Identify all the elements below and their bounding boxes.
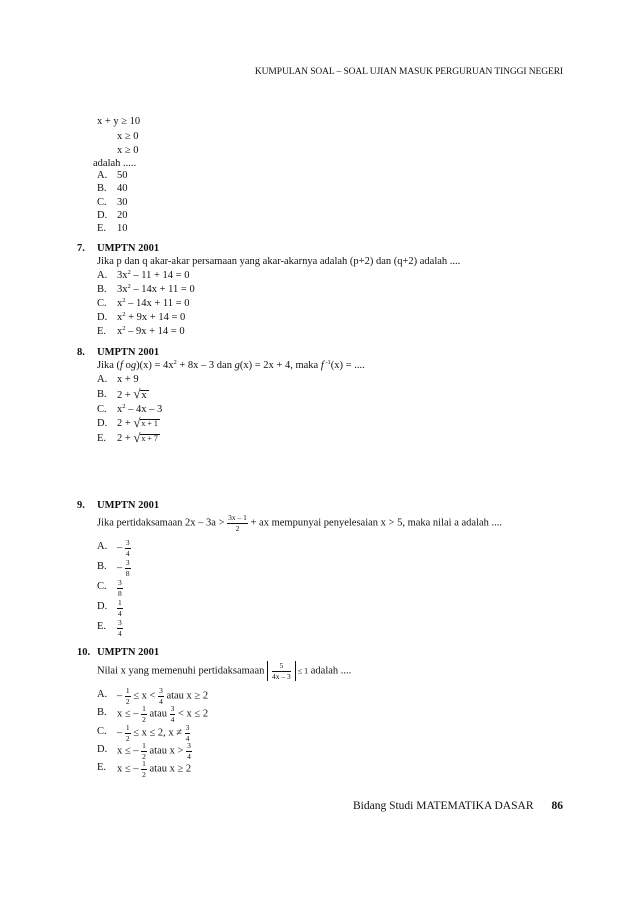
option-letter: B.: [97, 707, 107, 718]
option-text: 20: [117, 210, 128, 221]
fraction: $\frac{1}{2}$: [142, 759, 146, 779]
option-text: – $\frac{1}{2}$ ≤ x < $\frac{3}{4}$ atau x ≥ 2: [117, 686, 209, 706]
fraction: $\frac{5}{4x - 3}$: [272, 661, 291, 681]
question-stem: Nilai x yang memenuhi pertidaksamaan $\frac{5}{4x - 3}$ ≤ 1 adalah ....: [97, 661, 352, 681]
option-text: 2 + √ x + 7: [117, 430, 158, 445]
option-text: [117, 599, 123, 617]
option-letter: A.: [97, 541, 108, 552]
option-text: 30: [117, 197, 128, 208]
option-letter: D.: [97, 601, 108, 612]
fraction: $\frac{3}{4}$: [159, 686, 163, 706]
fraction: $\frac{3}{8}$: [118, 578, 122, 598]
option-text: $x^2 - 14x + 11 = 0$: [117, 297, 190, 309]
option-text: $x^2 + 9x + 14 = 0$: [117, 311, 186, 323]
fraction: $\frac{3}{4}$: [125, 538, 130, 558]
fraction: $\frac{3}{4}$: [185, 723, 190, 743]
option-text: $x^2 - 9x + 14 = 0$: [117, 325, 185, 337]
option-letter: E.: [97, 762, 107, 773]
question-number: 10.: [77, 647, 91, 658]
option-letter: D.: [97, 312, 108, 323]
fraction: $\frac{3}{4}$: [170, 704, 175, 724]
constraint-1: x + y ≥ 10: [97, 116, 141, 127]
option-text: 40: [117, 183, 128, 194]
question-title: UMPTN 2001: [97, 647, 160, 658]
absolute-value: [267, 661, 296, 681]
question-stem-tail: adalah .....: [93, 158, 137, 169]
option-letter: C.: [97, 581, 107, 592]
question-title: UMPTN 2001: [97, 347, 160, 358]
option-letter: A.: [97, 270, 108, 281]
option-text: 2 + √ x: [117, 386, 147, 401]
option-letter: B.: [97, 561, 107, 572]
fraction: $\frac{1}{4}$: [118, 598, 122, 618]
option-text: – $\frac{3}{4}$: [117, 538, 130, 558]
option-letter: A.: [97, 170, 108, 181]
square-root: √ x + 1: [133, 415, 158, 430]
square-root: √ x: [133, 386, 147, 401]
option-letter: B.: [97, 284, 107, 295]
fraction: $\frac{3x - 1}{2}$: [228, 513, 247, 533]
fraction: $\frac{1}{2}$: [125, 686, 130, 706]
fraction: $\frac{1}{2}$: [142, 741, 146, 761]
question-number: 7.: [77, 243, 85, 254]
option-text: x ≤ – $\frac{1}{2}$ atau $\frac{3}{4}$ < x ≤ 2: [117, 704, 209, 724]
option-text: 50: [117, 170, 128, 181]
option-letter: A.: [97, 374, 108, 385]
question-number: 8.: [77, 347, 85, 358]
option-letter: B.: [97, 183, 107, 194]
option-text: $3x^2 - 11 + 14 = 0$: [117, 269, 190, 281]
option-letter: E.: [97, 223, 107, 234]
option-letter: C.: [97, 404, 107, 415]
option-letter: E.: [97, 433, 107, 444]
question-stem: Jika p dan q akar-akar persamaan yang akar-akarnya adalah (p+2) dan (q+2) adalah ....: [97, 256, 461, 267]
fraction: $\frac{1}{2}$: [125, 723, 130, 743]
page-footer: [353, 801, 563, 813]
constraint-3: x ≥ 0: [117, 145, 139, 156]
option-text: x ≤ – $\frac{1}{2}$ atau x > $\frac{3}{4}$: [117, 741, 191, 761]
question-stem: Jika pertidaksamaan 2x – 3a > $\frac{3x - 1}{2}$ + ax mempunyai penyelesaian x > 5, maka nilai a adalah ....: [97, 513, 503, 533]
fraction: $\frac{1}{2}$: [142, 704, 146, 724]
page-number: 86: [551, 800, 563, 812]
option-text: x ≤ – $\frac{1}{2}$ atau x ≥ 2: [117, 759, 192, 779]
question-stem: Jika (f $og)(x) = 4x^2 + 8x - 3$ dan g(x) = 2x + 4, maka f $^{-1}$(x) = ....: [97, 359, 365, 371]
option-text: – $\frac{3}{8}$: [117, 558, 130, 578]
question-number: 9.: [77, 500, 85, 511]
option-letter: C.: [97, 298, 107, 309]
constraint-2: x ≥ 0: [117, 131, 139, 142]
option-text: [117, 619, 123, 637]
fraction: $\frac{3}{8}$: [125, 558, 130, 578]
option-text: $x^2 - 4x - 3$: [117, 403, 163, 415]
fraction: $\frac{3}{4}$: [187, 741, 191, 761]
option-text: 2 + √ x + 1: [117, 415, 158, 430]
option-letter: E.: [97, 326, 107, 337]
option-letter: E.: [97, 621, 107, 632]
option-letter: A.: [97, 689, 108, 700]
option-text: – $\frac{1}{2}$ ≤ x ≤ 2, x ≠ $\frac{3}{4}$: [117, 723, 190, 743]
fraction: $\frac{3}{4}$: [118, 618, 122, 638]
option-text: [117, 579, 123, 597]
option-letter: D.: [97, 744, 108, 755]
option-letter: C.: [97, 197, 107, 208]
option-letter: D.: [97, 210, 108, 221]
square-root: √ x + 7: [133, 430, 158, 445]
question-title: UMPTN 2001: [97, 500, 160, 511]
option-text: x + 9: [117, 374, 139, 385]
option-text: 10: [117, 223, 128, 234]
option-letter: C.: [97, 726, 107, 737]
question-title: UMPTN 2001: [97, 243, 160, 254]
running-header: KUMPULAN SOAL – SOAL UJIAN MASUK PERGURUAN TINGGI NEGERI: [254, 67, 563, 77]
option-letter: D.: [97, 418, 108, 429]
option-letter: B.: [97, 389, 107, 400]
footer-subject: Bidang Studi MATEMATIKA DASAR: [352, 800, 534, 812]
option-text: $3x^2 - 14x + 11 = 0$: [117, 283, 195, 295]
